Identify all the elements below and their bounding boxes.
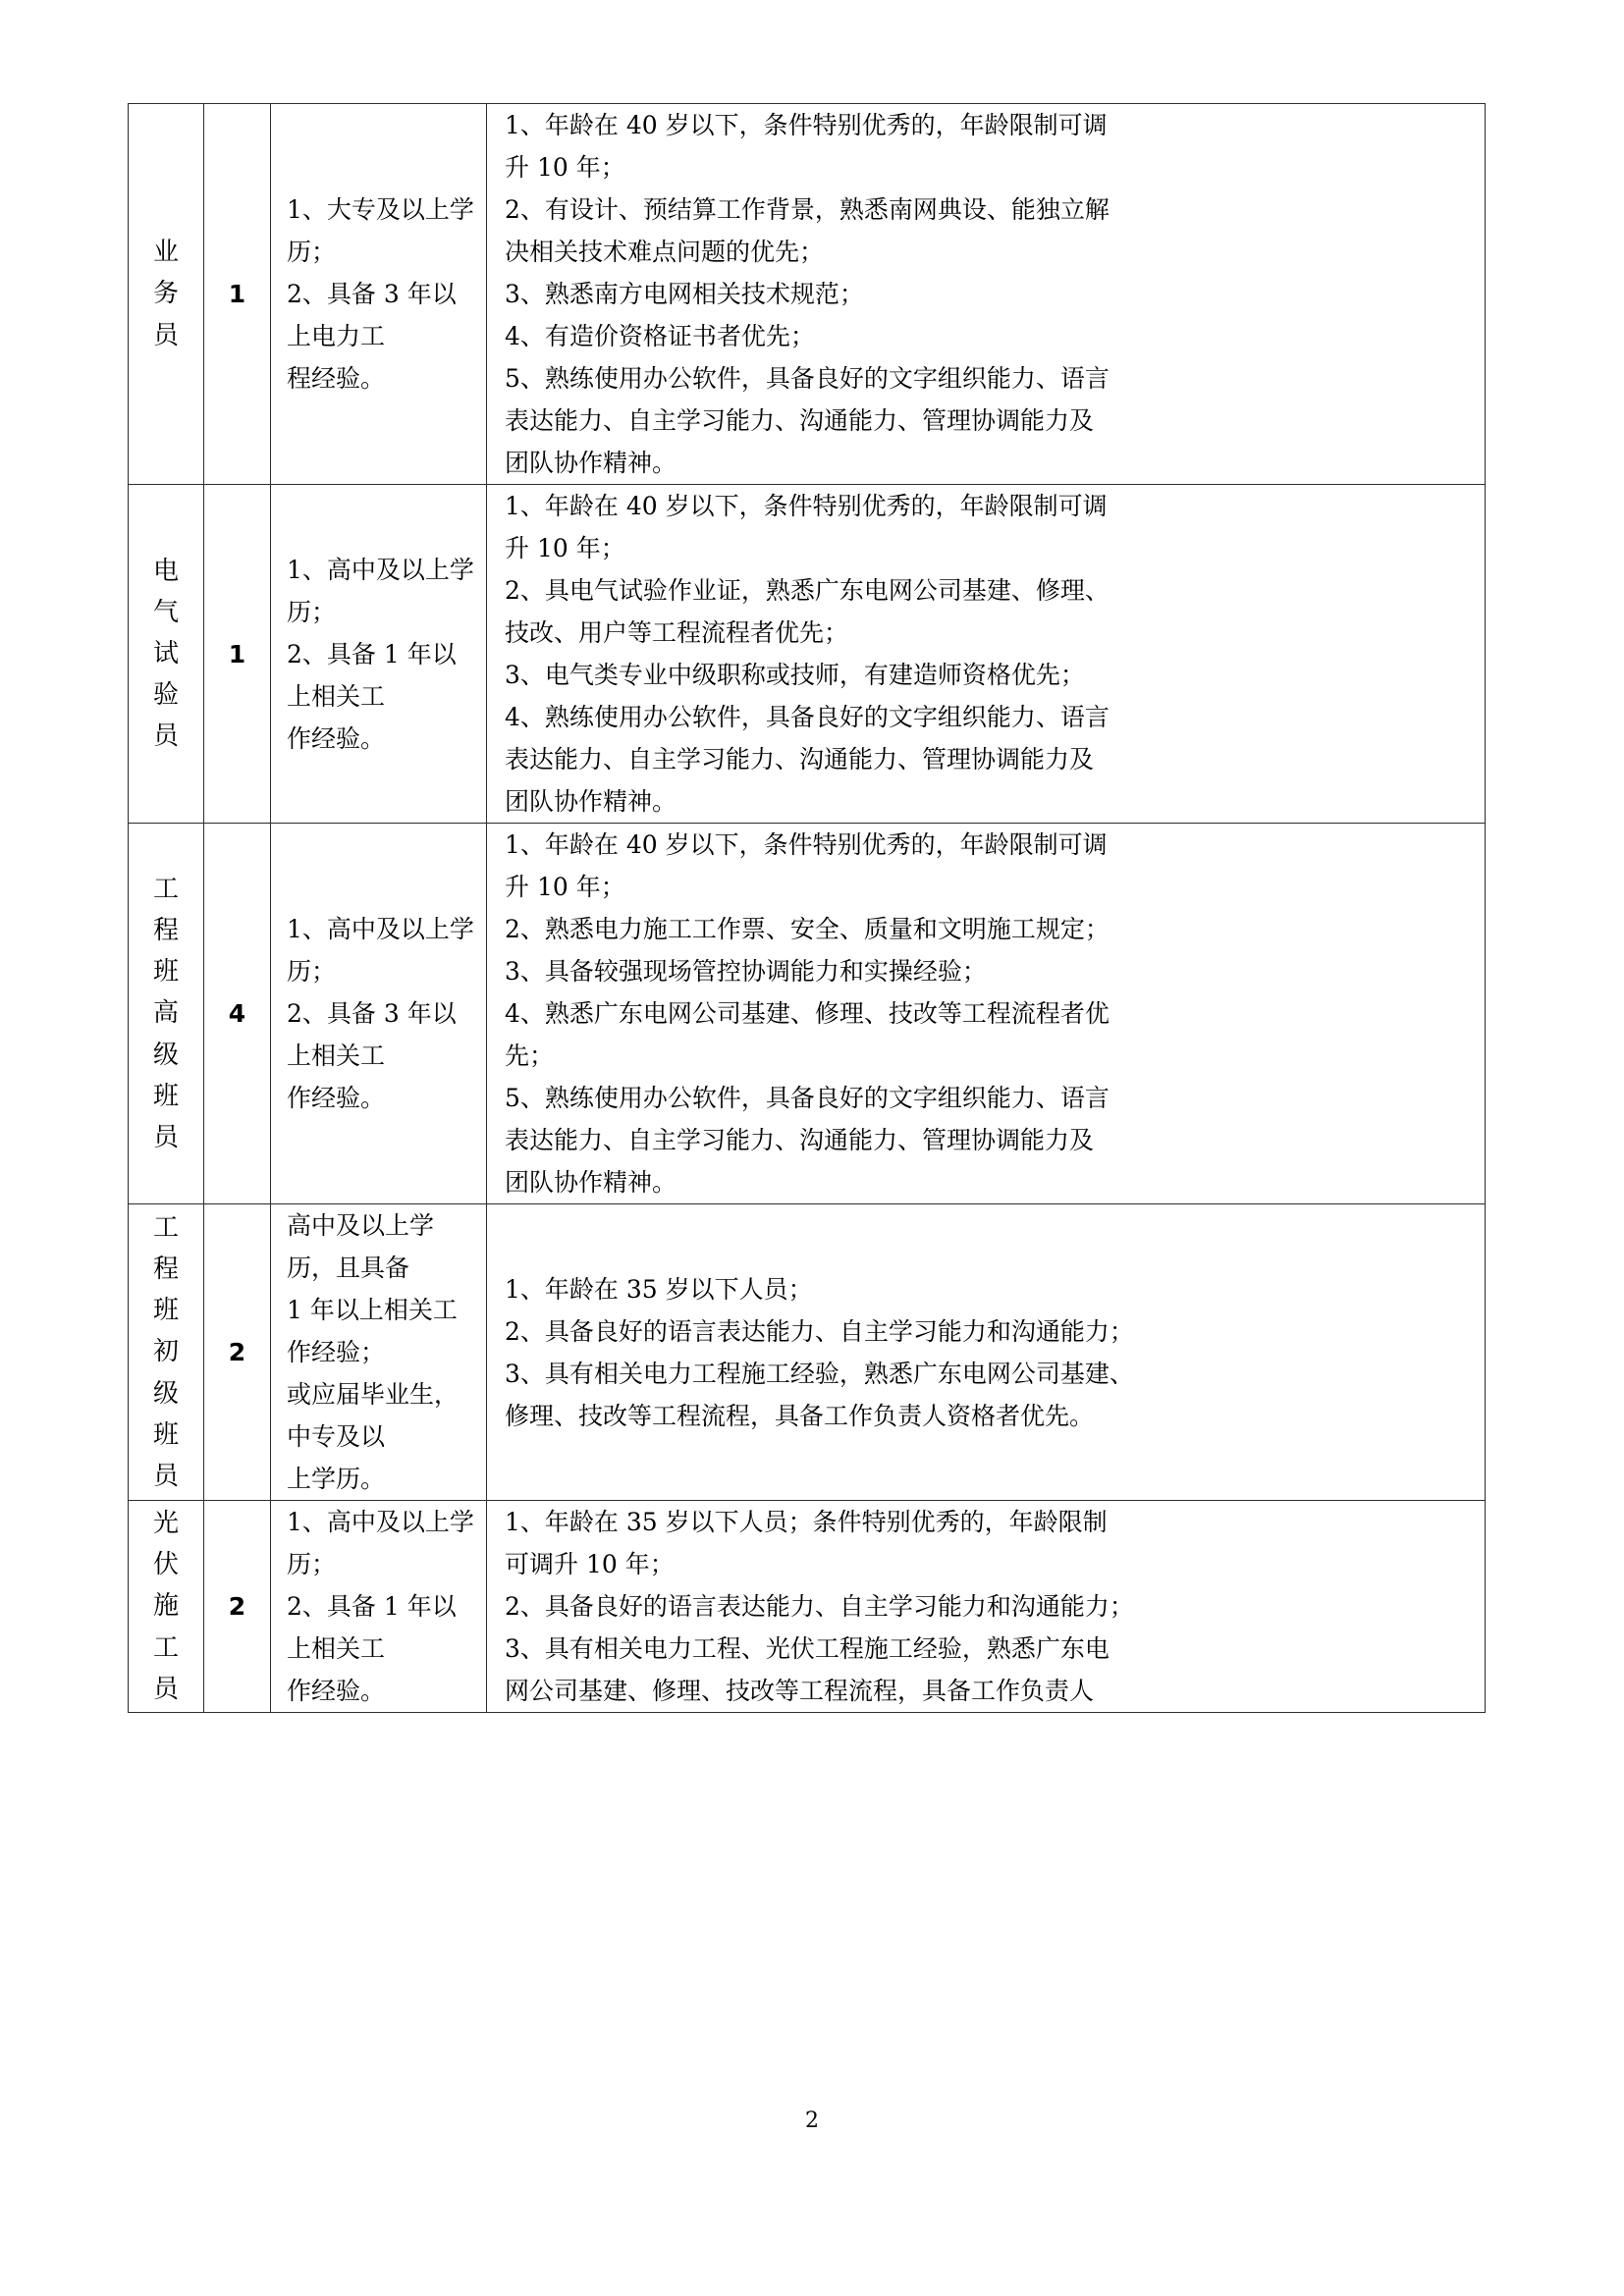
table-row: [129, 1501, 1486, 1713]
post-char: 业: [152, 238, 179, 268]
requirement-line: 升 10 年；: [505, 873, 625, 901]
requirement-line: 或应届毕业生，中专及以: [287, 1380, 460, 1451]
other-requirements-cell: [487, 1204, 1486, 1501]
requirement-line: 升 10 年；: [505, 534, 625, 562]
requirement-line: 表达能力、自主学习能力、沟通能力、管理协调能力及: [505, 1126, 1095, 1154]
post-char: 光: [152, 1509, 179, 1539]
requirement-line: 3、具备较强现场管控协调能力和实操经验；: [505, 957, 987, 986]
table-row: [129, 824, 1486, 1204]
requirement-line: 1、高中及以上学历；: [287, 915, 474, 986]
post-char: 班: [152, 1419, 179, 1450]
requirement-line: 程经验。: [287, 364, 386, 393]
requirement-line: 3、熟悉南方电网相关技术规范；: [505, 280, 864, 308]
requirement-line: 1、高中及以上学历；: [287, 1508, 474, 1578]
other-requirements-cell: [487, 485, 1486, 824]
post-char: 初: [152, 1337, 179, 1367]
basic-requirements-cell: [271, 485, 487, 824]
post-name-cell: [129, 485, 204, 824]
other-requirements-cell: [487, 824, 1486, 1204]
post-char: 级: [152, 1040, 179, 1070]
post-name-cell: [129, 1501, 204, 1713]
other-requirements-cell: [487, 104, 1486, 485]
page-number: 2: [805, 2109, 819, 2133]
requirement-line: 3、具有相关电力工程、光伏工程施工经验，熟悉广东电: [505, 1634, 1110, 1663]
table-body: [129, 104, 1486, 1713]
job-requirements-table: [128, 103, 1486, 1713]
requirement-line: 团队协作精神。: [505, 1168, 677, 1197]
requirement-line: 上学历。: [287, 1465, 386, 1493]
post-char: 务: [152, 279, 179, 309]
post-char: 施: [152, 1591, 179, 1622]
requirement-line: 先；: [505, 1041, 555, 1070]
requirement-line: 1、大专及以上学历；: [287, 195, 474, 266]
table-row: [129, 485, 1486, 824]
post-char: 工: [152, 1632, 179, 1663]
post-char: 员: [152, 1461, 179, 1491]
requirement-line: 4、有造价资格证书者优先；: [505, 322, 815, 350]
requirement-line: 2、具备良好的语言表达能力、自主学习能力和沟通能力；: [505, 1592, 1134, 1621]
headcount-cell: 4: [204, 824, 271, 1204]
post-char: 验: [152, 680, 179, 711]
requirement-line: 决相关技术难点问题的优先；: [505, 238, 825, 266]
post-char: 气: [152, 597, 179, 627]
headcount-cell: 2: [204, 1501, 271, 1713]
requirement-line: 2、具备良好的语言表达能力、自主学习能力和沟通能力；: [505, 1316, 1134, 1346]
basic-requirements-cell: [271, 1204, 487, 1501]
headcount-cell: 2: [204, 1204, 271, 1501]
other-requirements-cell: [487, 1501, 1486, 1713]
post-name-cell: [129, 824, 204, 1204]
requirement-line: 1、高中及以上学历；: [287, 555, 474, 626]
requirement-line: 1、年龄在 35 岁以下人员；条件特别优秀的，年龄限制: [505, 1508, 1108, 1536]
post-char: 班: [152, 957, 179, 988]
post-char: 高: [152, 998, 179, 1029]
post-name-cell: [129, 1204, 204, 1501]
table-row: [129, 1204, 1486, 1501]
basic-requirements-cell: [271, 104, 487, 485]
requirement-line: 1 年以上相关工作经验；: [287, 1296, 458, 1366]
requirement-line: 2、有设计、预结算工作背景，熟悉南网典设、能独立解: [505, 195, 1110, 224]
requirement-line: 1、年龄在 40 岁以下，条件特别优秀的，年龄限制可调: [505, 492, 1108, 520]
requirement-line: 2、具备 3 年以上相关工: [287, 999, 457, 1070]
post-char: 员: [152, 1122, 179, 1152]
requirement-line: 2、具备 1 年以上相关工: [287, 639, 457, 711]
post-name-cell: [129, 104, 204, 485]
post-char: 级: [152, 1378, 179, 1409]
requirement-line: 3、具有相关电力工程施工经验，熟悉广东电网公司基建、: [505, 1359, 1134, 1388]
requirement-line: 4、熟练使用办公软件，具备良好的文字组织能力、语言: [505, 703, 1110, 731]
requirement-line: 作经验。: [287, 723, 386, 753]
requirement-line: 2、具备 3 年以上电力工: [287, 280, 457, 350]
requirement-line: 高中及以上学历，且具备: [287, 1211, 435, 1282]
requirement-line: 2、具电气试验作业证，熟悉广东电网公司基建、修理、: [505, 576, 1110, 605]
post-char: 程: [152, 1255, 179, 1285]
post-char: 程: [152, 916, 179, 946]
post-char: 员: [152, 320, 179, 350]
post-char: 工: [152, 1213, 179, 1244]
requirement-line: 升 10 年；: [505, 153, 625, 182]
requirement-line: 表达能力、自主学习能力、沟通能力、管理协调能力及: [505, 745, 1095, 774]
basic-requirements-cell: [271, 824, 487, 1204]
requirement-line: 技改、用户等工程流程者优先；: [505, 618, 849, 647]
headcount-cell: 1: [204, 485, 271, 824]
requirement-line: 网公司基建、修理、技改等工程流程，具备工作负责人: [505, 1677, 1095, 1705]
requirement-line: 2、熟悉电力施工工作票、安全、质量和文明施工规定；: [505, 915, 1110, 943]
requirement-line: 团队协作精神。: [505, 787, 677, 816]
post-char: 员: [152, 721, 179, 752]
requirement-line: 1、年龄在 35 岁以下人员；: [505, 1274, 813, 1304]
requirement-line: 2、具备 1 年以上相关工: [287, 1592, 457, 1663]
requirement-line: 5、熟练使用办公软件，具备良好的文字组织能力、语言: [505, 1084, 1110, 1112]
job-requirements-table-wrapper: [128, 103, 1485, 1713]
requirement-line: 5、熟练使用办公软件，具备良好的文字组织能力、语言: [505, 364, 1110, 393]
requirement-line: 团队协作精神。: [505, 449, 677, 477]
post-char: 员: [152, 1674, 179, 1704]
requirement-line: 修理、技改等工程流程，具备工作负责人资格者优先。: [505, 1401, 1095, 1430]
post-char: 班: [152, 1296, 179, 1326]
table-row: [129, 104, 1486, 485]
requirement-line: 表达能力、自主学习能力、沟通能力、管理协调能力及: [505, 406, 1095, 435]
requirement-line: 3、电气类专业中级职称或技师，有建造师资格优先；: [505, 661, 1085, 689]
post-char: 伏: [152, 1550, 179, 1580]
post-char: 电: [152, 556, 179, 586]
post-char: 班: [152, 1081, 179, 1111]
post-char: 工: [152, 875, 179, 905]
basic-requirements-cell: [271, 1501, 487, 1713]
requirement-line: 1、年龄在 40 岁以下，条件特别优秀的，年龄限制可调: [505, 111, 1108, 139]
requirement-line: 1、年龄在 40 岁以下，条件特别优秀的，年龄限制可调: [505, 830, 1108, 859]
post-char: 试: [152, 638, 179, 668]
headcount-cell: 1: [204, 104, 271, 485]
requirement-line: 可调升 10 年；: [505, 1550, 675, 1578]
requirement-line: 4、熟悉广东电网公司基建、修理、技改等工程流程者优: [505, 999, 1110, 1028]
requirement-line: 作经验。: [287, 1084, 386, 1112]
requirement-line: 作经验。: [287, 1677, 386, 1705]
